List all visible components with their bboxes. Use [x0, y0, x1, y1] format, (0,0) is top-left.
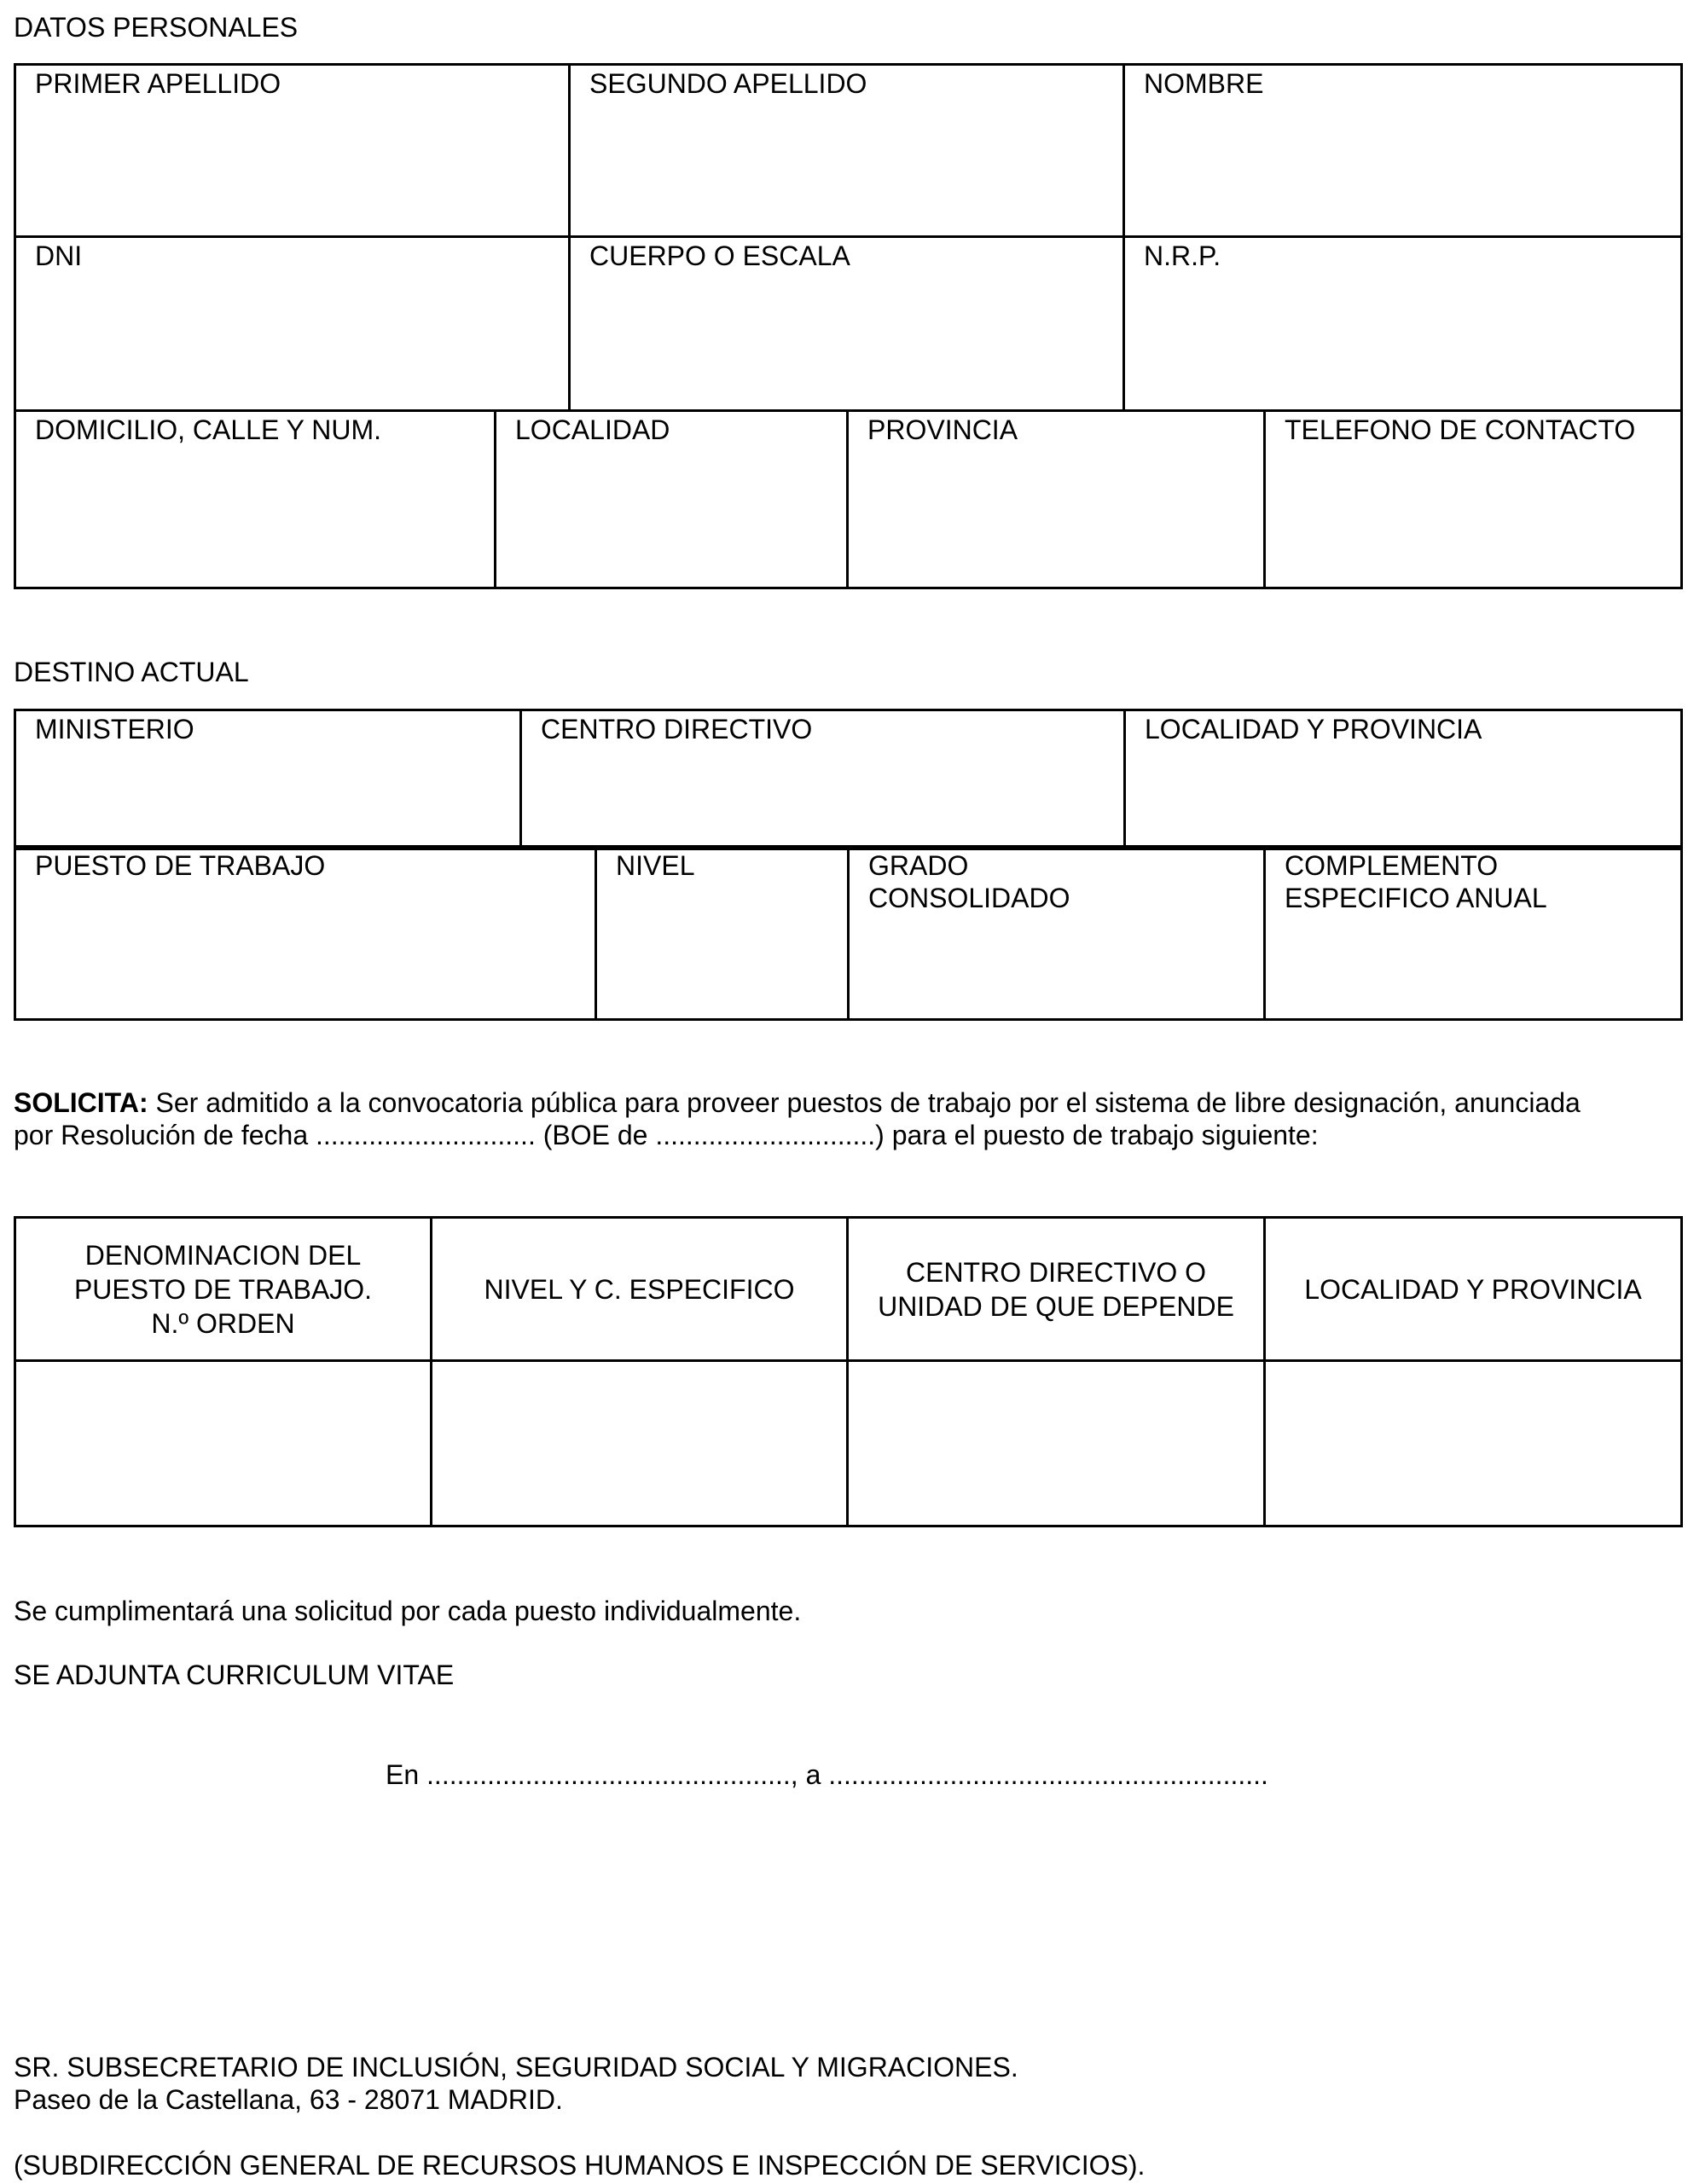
puesto-trabajo-label: PUESTO DE TRABAJO — [35, 850, 326, 881]
cuerpo-escala-field[interactable] — [570, 237, 1124, 411]
denominacion-line-3: N.º ORDEN — [151, 1307, 295, 1339]
puesto-localidad-provincia-label: LOCALIDAD Y PROVINCIA — [1304, 1273, 1642, 1305]
localidad-label: LOCALIDAD — [515, 414, 670, 445]
centro-directivo-field[interactable] — [521, 710, 1125, 849]
centro-line-1: CENTRO DIRECTIVO O — [905, 1256, 1206, 1288]
lugar-fecha-line[interactable]: En ................................................, a .......................................................... — [386, 1759, 1268, 1790]
localidad-provincia-label: LOCALIDAD Y PROVINCIA — [1145, 714, 1482, 744]
primer-apellido-label: PRIMER APELLIDO — [35, 68, 281, 99]
datos-personales-title: DATOS PERSONALES — [14, 12, 299, 43]
complemento-label-2: ESPECIFICO ANUAL — [1285, 883, 1547, 913]
individual-note: Se cumplimentará una solicitud por cada puesto individualmente. — [14, 1596, 802, 1626]
datos-personales-table — [14, 63, 1683, 412]
complemento-field[interactable] — [1265, 847, 1682, 1020]
footer-address: Paseo de la Castellana, 63 - 28071 MADRID. — [14, 2084, 563, 2115]
nivel-label: NIVEL — [616, 850, 695, 881]
header-denominacion — [15, 1218, 432, 1361]
input-denominacion[interactable] — [15, 1361, 432, 1526]
puesto-table — [14, 1216, 1683, 1527]
header-centro — [848, 1218, 1265, 1361]
segundo-apellido-field[interactable] — [570, 65, 1124, 237]
input-centro[interactable] — [848, 1361, 1265, 1526]
telefono-field[interactable] — [1265, 411, 1682, 588]
nombre-label: NOMBRE — [1144, 68, 1264, 99]
dni-field[interactable] — [15, 237, 570, 411]
nrp-label: N.R.P. — [1144, 240, 1221, 271]
solicita-line-2: por Resolución de fecha ............................. (BOE de .............................) para el puesto de trabajo siguiente: — [14, 1120, 1319, 1150]
destino-actual-table-2 — [14, 845, 1683, 1021]
solicita-text-1: Ser admitido a la convocatoria pública para proveer puestos de trabajo por el sistema de libre designación, anunciada — [148, 1087, 1581, 1118]
solicita-line-1 — [14, 1086, 1685, 1119]
nrp-field[interactable] — [1124, 237, 1682, 411]
header-nivel-especifico — [432, 1218, 848, 1361]
denominacion-line-2: PUESTO DE TRABAJO. — [73, 1273, 373, 1305]
centro-line-2: UNIDAD DE QUE DEPENDE — [878, 1290, 1234, 1322]
domicilio-label: DOMICILIO, CALLE Y NUM. — [35, 414, 382, 445]
provincia-field[interactable] — [848, 411, 1265, 588]
destino-actual-table-1 — [14, 709, 1683, 850]
input-localidad-provincia[interactable] — [1265, 1361, 1682, 1526]
nivel-field[interactable] — [596, 847, 849, 1020]
domicilio-field[interactable] — [15, 411, 496, 588]
telefono-label: TELEFONO DE CONTACTO — [1285, 414, 1636, 445]
grado-label-1: GRADO — [868, 850, 969, 881]
solicita-paragraph — [14, 1086, 1685, 1151]
input-nivel-especifico[interactable] — [432, 1361, 848, 1526]
localidad-field[interactable] — [496, 411, 848, 588]
grado-label-2: CONSOLIDADO — [868, 883, 1070, 913]
localidad-provincia-field[interactable] — [1125, 710, 1682, 849]
nivel-especifico-label: NIVEL Y C. ESPECIFICO — [484, 1273, 795, 1305]
ministerio-label: MINISTERIO — [35, 714, 194, 744]
denominacion-line-1: DENOMINACION DEL — [84, 1239, 362, 1271]
centro-directivo-label: CENTRO DIRECTIVO — [541, 714, 813, 744]
segundo-apellido-label: SEGUNDO APELLIDO — [589, 68, 867, 99]
domicilio-table — [14, 409, 1683, 589]
footer-addressee: SR. SUBSECRETARIO DE INCLUSIÓN, SEGURIDAD SOCIAL Y MIGRACIONES. — [14, 2052, 1018, 2083]
dni-label: DNI — [35, 240, 83, 271]
footer-subdireccion: (SUBDIRECCIÓN GENERAL DE RECURSOS HUMANOS E INSPECCIÓN DE SERVICIOS). — [14, 2150, 1146, 2181]
cuerpo-escala-label: CUERPO O ESCALA — [589, 240, 850, 271]
primer-apellido-field[interactable] — [15, 65, 570, 237]
complemento-label-1: COMPLEMENTO — [1285, 850, 1499, 881]
puesto-trabajo-field[interactable] — [15, 847, 596, 1020]
header-localidad-provincia — [1265, 1218, 1682, 1361]
destino-actual-title: DESTINO ACTUAL — [14, 657, 249, 687]
nombre-field[interactable] — [1124, 65, 1682, 237]
ministerio-field[interactable] — [15, 710, 521, 849]
solicita-label: SOLICITA: — [14, 1087, 148, 1118]
curriculum-note: SE ADJUNTA CURRICULUM VITAE — [14, 1660, 455, 1690]
grado-consolidado-field[interactable] — [849, 847, 1265, 1020]
provincia-label: PROVINCIA — [867, 414, 1018, 445]
